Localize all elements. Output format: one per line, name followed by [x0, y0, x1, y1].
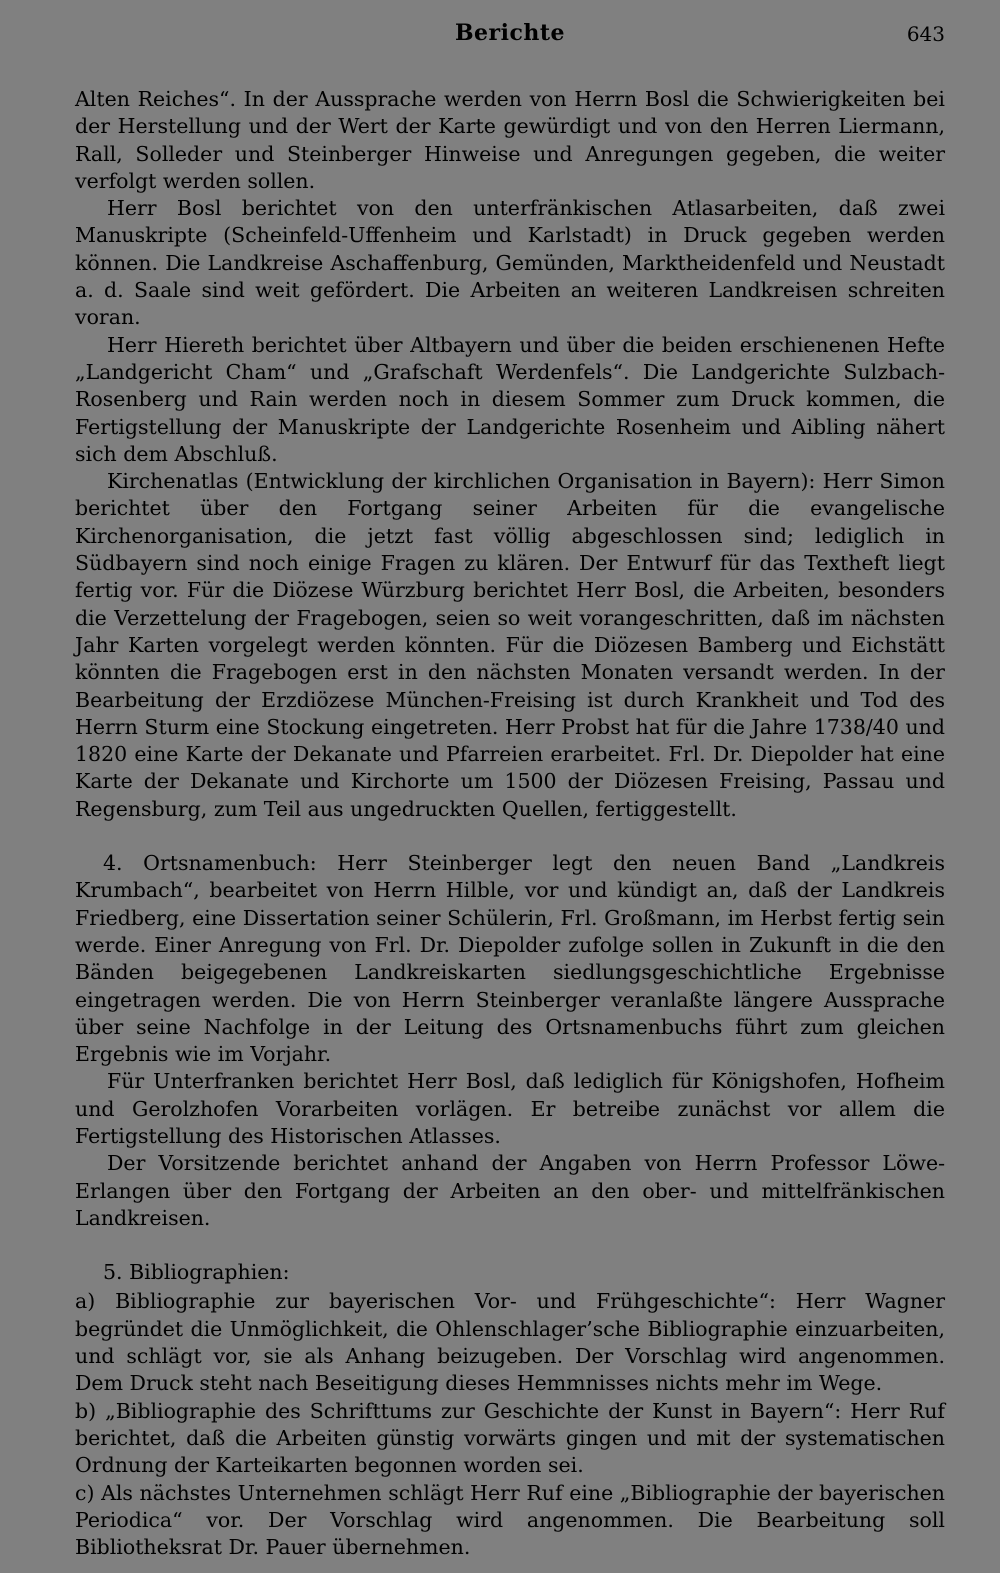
running-head: Berichte — [454, 20, 566, 46]
page-body — [75, 86, 945, 1561]
paragraph-unterfranken-atlas: Herr Bosl berichtet von den unterfränkischen Atlasarbeiten, daß zwei Manuskripte (Scheinfeld-Uffenheim und Karlstadt) in Druck gegeben werden können. Die Landkreise Aschaffenburg, Gemünden, Marktheidenfeld und Neustadt a. d. Saale sind weit gefördert. Die Arbeiten an weiteren Landkreisen schreiten voran. — [75, 196, 945, 330]
paragraph-continuation: Alten Reiches“. In der Aussprache werden von Herrn Bosl die Schwierigkeiten bei der Herstellung und der Wert der Karte gewürdigt und von den Herren Liermann, Rall, Solleder und Steinberger Hinweise und Anregungen gegeben, die weiter verfolgt werden sollen. — [75, 87, 945, 193]
paragraph-unterfranken-ortsnamen: Für Unterfranken berichtet Herr Bosl, daß lediglich für Königshofen, Hofheim und Gerolzhofen Vorarbeiten vorlägen. Er betreibe zunächst vor allem die Fertigstellung des Historischen Atlasses. — [75, 1069, 945, 1148]
page-header — [75, 20, 945, 54]
list-item-b: b) „Bibliographie des Schrifttums zur Geschichte der Kunst in Bayern“: Herr Ruf berichtet, daß die Arbeiten günstig vorwärts gingen und mit der systematischen Ordnung der Karteikarten begonnen worden sei. — [75, 1398, 945, 1478]
section-heading-bibliographien: 5. Bibliographien: — [103, 1260, 290, 1285]
paragraph-altbayern: Herr Hiereth berichtet über Altbayern und über die beiden erschienenen Hefte „Landgericht Cham“ und „Grafschaft Werdenfels“. Die Landgerichte Sulzbach-Rosenberg und Rain werden noch in diesem Sommer zum Druck kommen, die Fertigstellung der Manuskripte der Landgerichte Rosenheim und Aibling nähert sich dem Abschluß. — [75, 332, 945, 466]
list-item-c: c) Als nächstes Unternehmen schlägt Herr Ruf eine „Bibliographie der bayerischen Periodica“ vor. Der Vorschlag wird angenommen. Die Bearbeitung soll Bibliotheksrat Dr. Pauer übernehmen. — [75, 1480, 945, 1560]
page-number: 643 — [906, 22, 945, 46]
paragraph-ortsnamenbuch: 4. Ortsnamenbuch: Herr Steinberger legt den neuen Band „Landkreis Krumbach“, bearbeitet von Herrn Hilble, vor und kündigt an, daß der Landkreis Friedberg, eine Dissertation seiner Schülerin, Frl. Großmann, im Herbst fertig sein werde. Einer Anregung von Frl. Dr. Diepolder zufolge sollen in Zukunft in die den Bänden beigegebenen Landkreiskarten siedlungsgeschichtliche Ergebnisse eingetragen werden. Die von Herrn Steinberger veranlaßte längere Aussprache über seine Nachfolge in der Leitung des Ortsnamenbuchs führt zum gleichen Ergebnis wie im Vorjahr. — [75, 851, 945, 1067]
paragraph-vorsitzende: Der Vorsitzende berichtet anhand der Angaben von Herrn Professor Löwe-Erlangen über den Fortgang der Arbeiten an den ober- und mittelfränkischen Landkreisen. — [75, 1151, 945, 1230]
paragraph-kirchenatlas: Kirchenatlas (Entwicklung der kirchlichen Organisation in Bayern): Herr Simon berichtet über den Fortgang seiner Arbeiten für die evangelische Kirchenorganisation, die jetzt fast völlig abgeschlossen sind; lediglich in Südbayern sind noch einige Fragen zu klären. Der Entwurf für das Textheft liegt fertig vor. Für die Diözese Würzburg berichtet Herr Bosl, die Arbeiten, besonders die Verzettelung der Fragebogen, seien so weit vorangeschritten, daß im nächsten Jahr Karten vorgelegt werden könnten. Für die Diözesen Bamberg und Eichstätt könnten die Fragebogen erst in den nächsten Monaten versandt werden. In der Bearbeitung der Erzdiözese München-Freising ist durch Krankheit und Tod des Herrn Sturm eine Stockung eingetreten. Herr Probst hat für die Jahre 1738/40 und 1820 eine Karte der Dekanate und Pfarreien erarbeitet. Frl. Dr. Diepolder hat eine Karte der Dekanate und Kirchorte um 1500 der Diözesen Freising, Passau und Regensburg, zum Teil aus ungedruckten Quellen, fertiggestellt. — [75, 469, 945, 821]
list-item-a: a) Bibliographie zur bayerischen Vor- und Frühgeschichte“: Herr Wagner begründet die Unmöglichkeit, die Ohlenschlager’sche Bibliographie einzuarbeiten, und schlägt vor, sie als Anhang beizugeben. Der Vorschlag wird angenommen. Dem Druck steht nach Beseitigung dieses Hemmnisses nichts mehr im Wege. — [75, 1289, 945, 1396]
